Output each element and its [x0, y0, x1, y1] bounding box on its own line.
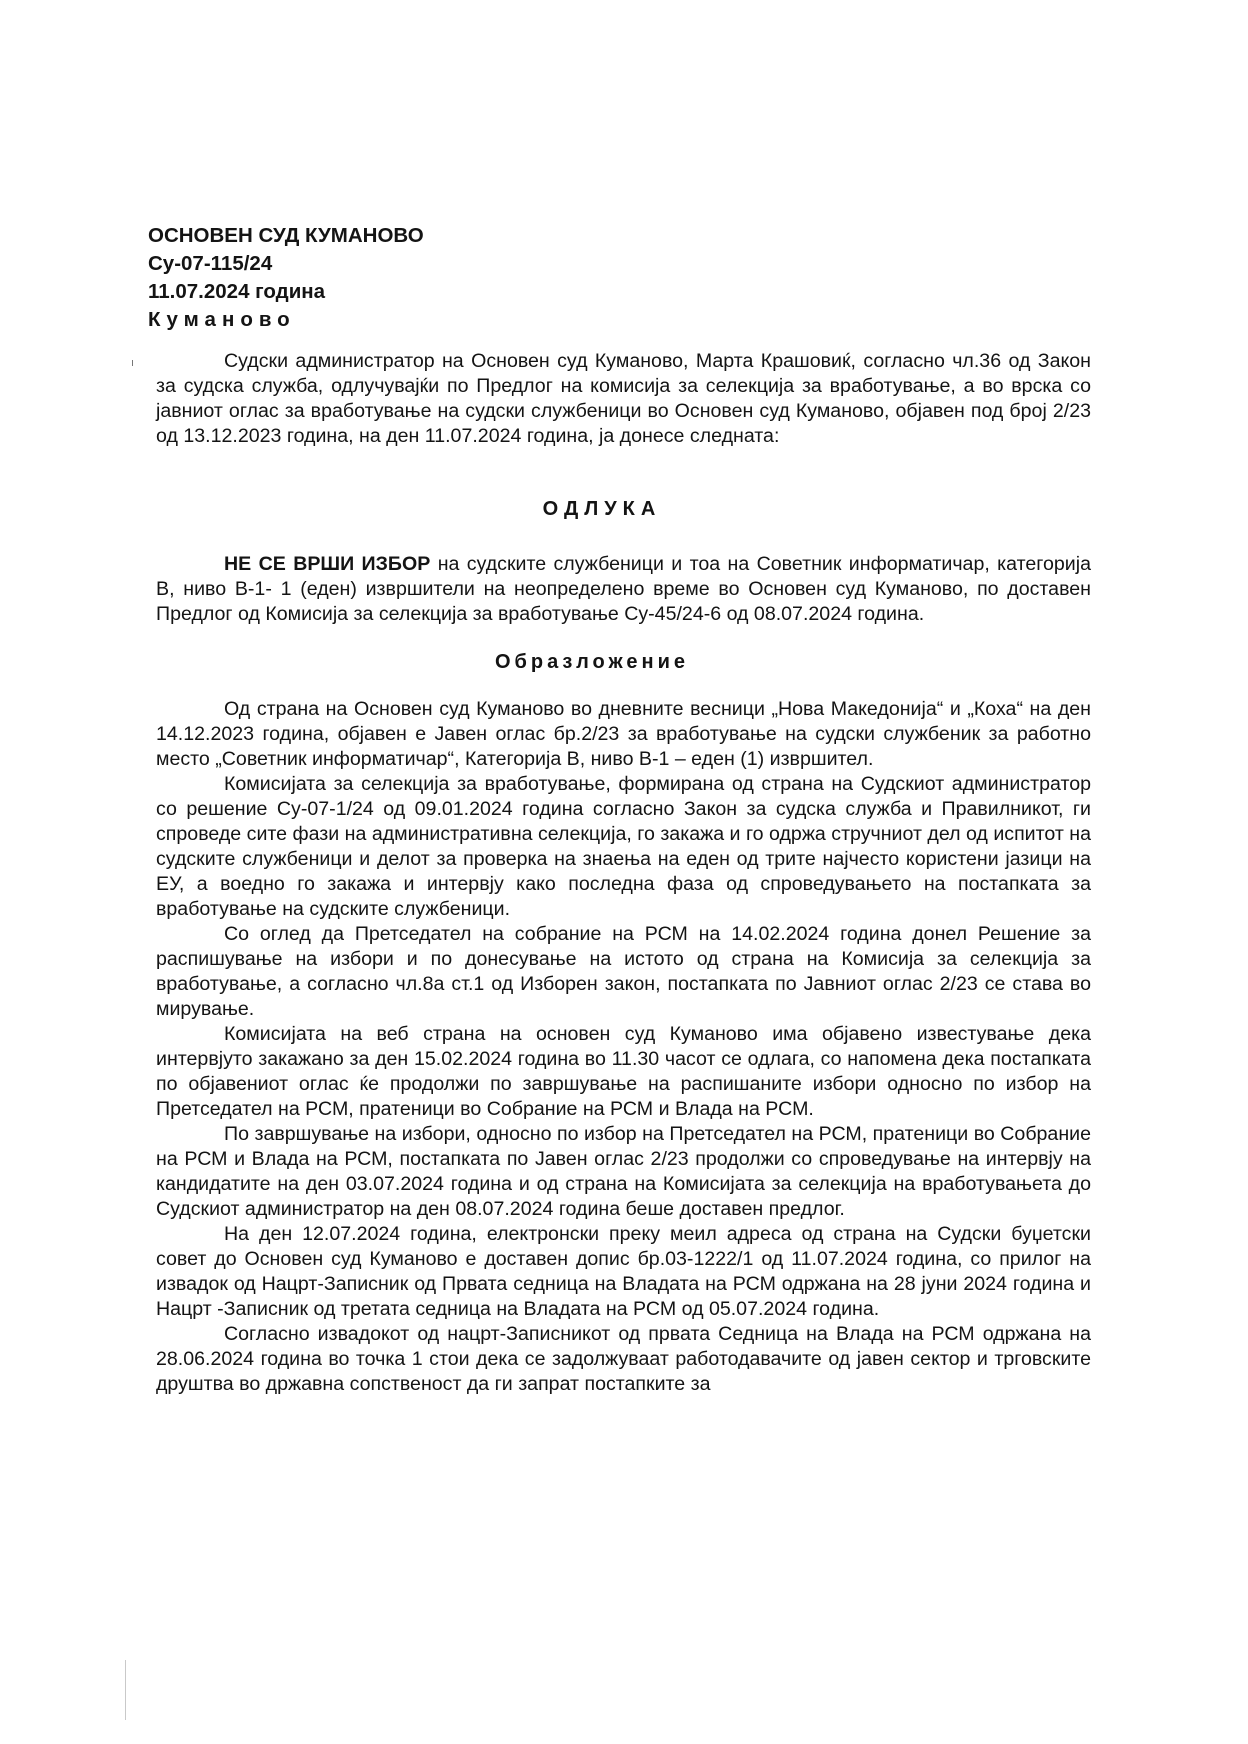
intro-paragraph: Судски администратор на Основен суд Куманово, Марта Крашовиќ, согласно чл.36 од Закон за судска служба, одлучувајќи по Предлог на комисија за селекција за вработување, а во врска со јавниот оглас за вработување на судски службеници во Основен суд Куманово, објавен под број 2/23 од 13.12.2023 година, на ден 11.07.2024 година, ја донесе следната: [156, 350, 1091, 447]
reasoning-paragraph: Комисијата за селекција за вработување, формирана од страна на Судскиот администратор со решение Су-07-1/24 од 09.01.2024 година согласно Закон за судска служба и Правилникот, ги спроведе сите фази на административна селекција, го закажа и го одржа стручниот дел од испитот на судските службеници и делот за проверка на знаења на еден од трите најчесто користени јазици на ЕУ, а воедно го закажа и интервју како последна фаза од спроведувањето на постапката за вработување на судските службеници. [156, 773, 1091, 920]
decision-text: на судските службеници и тоа на Советник информатичар, категорија В, ниво В-1- 1 (еден) извршители на неопределено време во Основен суд Куманово, по доставен Предлог од Комисија за селекција за вработување Су-45/24-6 од 08.07.2024 година. [156, 553, 1091, 625]
document-city: Куманово [148, 308, 296, 331]
reasoning-title [0, 651, 1248, 674]
case-number: Су-07-115/24 [148, 252, 273, 275]
document-date: 11.07.2024 година [148, 280, 326, 303]
reasoning-paragraph: Со оглед да Претседател на собрание на РСМ на 14.02.2024 година донел Решение за распишување на избори и по донесување на истото од страна на Комисија за селекција за вработување, а согласно чл.8а ст.1 од Изборен закон, постапката по Јавниот оглас 2/23 се става во мирување. [156, 923, 1091, 1020]
intro-section [156, 349, 1091, 449]
reasoning-title-text: Образложение [494, 651, 690, 673]
reasoning-paragraph: Од страна на Основен суд Куманово во дневните весници „Нова Македонија“ и „Коха“ на ден 14.12.2023 година, објавен е Јавен оглас бр.2/23 за вработување на судски службеник за работно место „Советник информатичар“, Категорија В, ниво В-1 – еден (1) извршител. [156, 698, 1091, 770]
decision-title [0, 498, 1248, 521]
decision-section [156, 552, 1091, 627]
decision-bold-lead: НЕ СЕ ВРШИ ИЗБОР [224, 553, 431, 575]
reasoning-paragraph: Согласно извадокот од нацрт-Записникот од првата Седница на Влада на РСМ одржана на 28.06.2024 година во точка 1 стои дека се задолжуваат работодавачите од јавен сектор и трговските друштва во државна сопственост да ги запрат постапките за [156, 1323, 1091, 1395]
scan-edge-line [125, 1660, 126, 1720]
reasoning-paragraph: На ден 12.07.2024 година, електронски преку меил адреса од страна на Судски буџетски совет до Основен суд Куманово е доставен допис бр.03-1222/1 од 11.07.2024 година, со прилог на извадок од Нацрт-Записник од Првата седница на Владата на РСМ одржана на 28 јуни 2024 година и Нацрт -Записник од третата седница на Владата на РСМ од 05.07.2024 година. [156, 1223, 1091, 1320]
decision-paragraph [156, 552, 1091, 627]
court-name: ОСНОВЕН СУД КУМАНОВО [148, 224, 424, 247]
decision-title-text: ОДЛУКА [542, 498, 662, 520]
reasoning-section [156, 697, 1091, 1397]
reasoning-paragraph: Комисијата на веб страна на основен суд Куманово има објавено известување дека интервјуто закажано за ден 15.02.2024 година во 11.30 часот се одлага, со напомена дека постапката по објавениот оглас ќе продолжи по завршување на распишаните избори односно по избор на Претседател на РСМ, пратеници во Собрание на РСМ и Влада на РСМ. [156, 1023, 1091, 1120]
reasoning-paragraph: По завршување на избори, односно по избор на Претседател на РСМ, пратеници во Собрание на РСМ и Влада на РСМ, постапката по Јавен оглас 2/23 продолжи со спроведување на интервју на кандидатите на ден 03.07.2024 година и од страна на Комисијата за селекција на вработувањета до Судскиот администратор на ден 08.07.2024 година беше доставен предлог. [156, 1123, 1091, 1220]
document-header [148, 222, 424, 334]
scan-margin-mark [132, 360, 133, 366]
